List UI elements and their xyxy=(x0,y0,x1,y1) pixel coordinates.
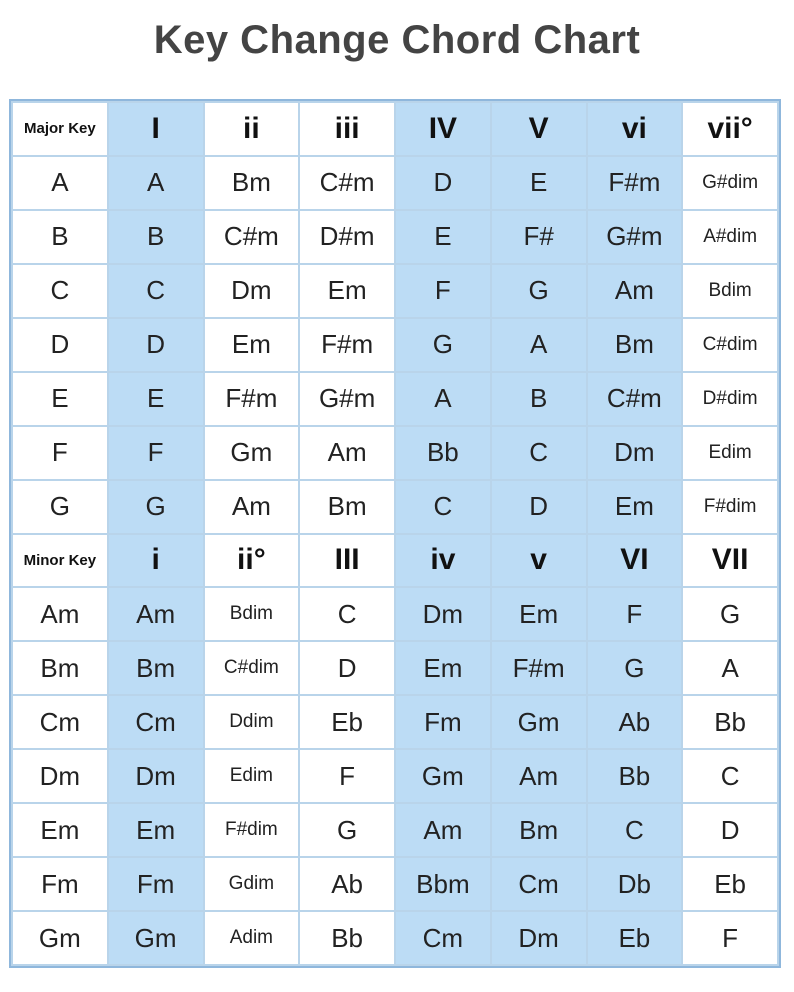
chord-cell: A xyxy=(682,641,778,695)
chord-cell: Db xyxy=(587,857,683,911)
chord-cell: Bdim xyxy=(204,587,300,641)
chord-cell: Bb xyxy=(682,695,778,749)
minor-key-cell: Dm xyxy=(12,749,108,803)
chord-cell: F# xyxy=(491,210,587,264)
major-chord-row xyxy=(12,318,778,372)
major-key-cell: F xyxy=(12,426,108,480)
chord-cell: Bm xyxy=(299,480,395,534)
chord-cell: Edim xyxy=(682,426,778,480)
chord-cell: Em xyxy=(491,587,587,641)
major-numeral-header: V xyxy=(491,102,587,156)
minor-numeral-header: VI xyxy=(587,534,683,588)
chord-cell: Em xyxy=(299,264,395,318)
chord-cell: Cm xyxy=(491,857,587,911)
chord-cell: Ab xyxy=(587,695,683,749)
chord-cell: Em xyxy=(395,641,491,695)
minor-key-cell: Cm xyxy=(12,695,108,749)
chord-cell: C xyxy=(491,426,587,480)
chord-cell: Em xyxy=(108,803,204,857)
chord-cell: Bb xyxy=(395,426,491,480)
minor-key-cell: Em xyxy=(12,803,108,857)
chord-cell: Dm xyxy=(108,749,204,803)
chord-cell: Fm xyxy=(108,857,204,911)
chord-cell: Fm xyxy=(395,695,491,749)
minor-chord-row xyxy=(12,857,778,911)
minor-chord-row xyxy=(12,695,778,749)
major-numeral-header: iii xyxy=(299,102,395,156)
chord-cell: Gm xyxy=(395,749,491,803)
minor-key-label: Minor Key xyxy=(12,534,108,588)
chord-cell: G#m xyxy=(587,210,683,264)
chord-cell: D#m xyxy=(299,210,395,264)
minor-numeral-header: VII xyxy=(682,534,778,588)
chord-cell: G xyxy=(108,480,204,534)
chord-cell: Cm xyxy=(108,695,204,749)
major-key-cell: E xyxy=(12,372,108,426)
major-chord-row xyxy=(12,426,778,480)
chord-cell: C#m xyxy=(587,372,683,426)
chord-cell: C xyxy=(299,587,395,641)
chord-cell: D xyxy=(682,803,778,857)
chord-cell: F xyxy=(108,426,204,480)
chord-table xyxy=(11,101,779,966)
chord-cell: F xyxy=(682,911,778,965)
chord-cell: C#m xyxy=(299,156,395,210)
chord-table-body xyxy=(12,102,778,965)
minor-key-cell: Bm xyxy=(12,641,108,695)
chord-cell: F xyxy=(299,749,395,803)
chord-cell: E xyxy=(108,372,204,426)
chord-cell: C xyxy=(682,749,778,803)
major-key-cell: D xyxy=(12,318,108,372)
minor-numeral-header: i xyxy=(108,534,204,588)
chord-cell: G xyxy=(299,803,395,857)
chord-cell: Em xyxy=(204,318,300,372)
chord-cell: D xyxy=(395,156,491,210)
chord-cell: G xyxy=(395,318,491,372)
chord-cell: F#m xyxy=(587,156,683,210)
major-chord-row xyxy=(12,480,778,534)
chord-cell: Dm xyxy=(491,911,587,965)
chord-cell: F xyxy=(587,587,683,641)
chord-cell: G xyxy=(491,264,587,318)
minor-chord-row xyxy=(12,803,778,857)
major-chord-row xyxy=(12,372,778,426)
minor-numeral-header: iv xyxy=(395,534,491,588)
chord-cell: Am xyxy=(108,587,204,641)
minor-key-cell: Gm xyxy=(12,911,108,965)
chord-cell: C xyxy=(395,480,491,534)
chord-cell: D xyxy=(299,641,395,695)
minor-chord-row xyxy=(12,641,778,695)
chord-cell: D#dim xyxy=(682,372,778,426)
chord-cell: C#dim xyxy=(682,318,778,372)
chord-cell: C xyxy=(108,264,204,318)
chord-cell: F#m xyxy=(299,318,395,372)
chord-cell: Bb xyxy=(587,749,683,803)
chord-cell: Gm xyxy=(204,426,300,480)
chord-cell: A xyxy=(395,372,491,426)
chord-cell: Gm xyxy=(108,911,204,965)
chord-chart xyxy=(9,99,781,968)
chord-cell: D xyxy=(108,318,204,372)
major-numeral-header: vi xyxy=(587,102,683,156)
major-numeral-header: vii° xyxy=(682,102,778,156)
chord-cell: A xyxy=(108,156,204,210)
chord-cell: Bm xyxy=(587,318,683,372)
chord-cell: Cm xyxy=(395,911,491,965)
chord-cell: Am xyxy=(395,803,491,857)
chord-cell: Bbm xyxy=(395,857,491,911)
minor-header-row xyxy=(12,534,778,588)
major-key-cell: G xyxy=(12,480,108,534)
major-chord-row xyxy=(12,210,778,264)
chord-cell: Ddim xyxy=(204,695,300,749)
chord-cell: B xyxy=(108,210,204,264)
chord-cell: Bm xyxy=(491,803,587,857)
chord-cell: A xyxy=(491,318,587,372)
chord-cell: G xyxy=(682,587,778,641)
minor-numeral-header: v xyxy=(491,534,587,588)
chord-cell: Bm xyxy=(108,641,204,695)
chord-cell: F#m xyxy=(204,372,300,426)
major-header-row xyxy=(12,102,778,156)
major-chord-row xyxy=(12,264,778,318)
chord-cell: Am xyxy=(204,480,300,534)
chord-cell: Gm xyxy=(491,695,587,749)
major-chord-row xyxy=(12,156,778,210)
chord-cell: G#m xyxy=(299,372,395,426)
chord-cell: F#m xyxy=(491,641,587,695)
chord-cell: C#dim xyxy=(204,641,300,695)
chord-cell: B xyxy=(491,372,587,426)
chord-cell: F xyxy=(395,264,491,318)
chord-cell: F#dim xyxy=(204,803,300,857)
chord-cell: C#m xyxy=(204,210,300,264)
chord-cell: Adim xyxy=(204,911,300,965)
chord-cell: Ab xyxy=(299,857,395,911)
chord-cell: Dm xyxy=(204,264,300,318)
major-key-label: Major Key xyxy=(12,102,108,156)
chord-cell: Dm xyxy=(395,587,491,641)
chord-cell: E xyxy=(395,210,491,264)
chord-cell: C xyxy=(587,803,683,857)
chord-cell: Em xyxy=(587,480,683,534)
chord-cell: Am xyxy=(299,426,395,480)
chord-cell: Eb xyxy=(299,695,395,749)
chord-cell: F#dim xyxy=(682,480,778,534)
major-numeral-header: I xyxy=(108,102,204,156)
chord-cell: Eb xyxy=(682,857,778,911)
minor-numeral-header: III xyxy=(299,534,395,588)
chord-cell: Bb xyxy=(299,911,395,965)
minor-chord-row xyxy=(12,749,778,803)
minor-chord-row xyxy=(12,911,778,965)
minor-key-cell: Am xyxy=(12,587,108,641)
page-title: Key Change Chord Chart xyxy=(153,18,641,62)
chord-cell: G xyxy=(587,641,683,695)
chord-cell: Edim xyxy=(204,749,300,803)
major-numeral-header: ii xyxy=(204,102,300,156)
chord-cell: D xyxy=(491,480,587,534)
chord-cell: Am xyxy=(587,264,683,318)
chord-cell: A#dim xyxy=(682,210,778,264)
chord-cell: Bm xyxy=(204,156,300,210)
minor-chord-row xyxy=(12,587,778,641)
minor-key-cell: Fm xyxy=(12,857,108,911)
chord-cell: E xyxy=(491,156,587,210)
chord-cell: Bdim xyxy=(682,264,778,318)
major-key-cell: B xyxy=(12,210,108,264)
major-key-cell: C xyxy=(12,264,108,318)
minor-numeral-header: ii° xyxy=(204,534,300,588)
major-key-cell: A xyxy=(12,156,108,210)
chord-cell: Dm xyxy=(587,426,683,480)
chord-cell: Gdim xyxy=(204,857,300,911)
chord-cell: Eb xyxy=(587,911,683,965)
chord-cell: Am xyxy=(491,749,587,803)
chord-cell: G#dim xyxy=(682,156,778,210)
major-numeral-header: IV xyxy=(395,102,491,156)
